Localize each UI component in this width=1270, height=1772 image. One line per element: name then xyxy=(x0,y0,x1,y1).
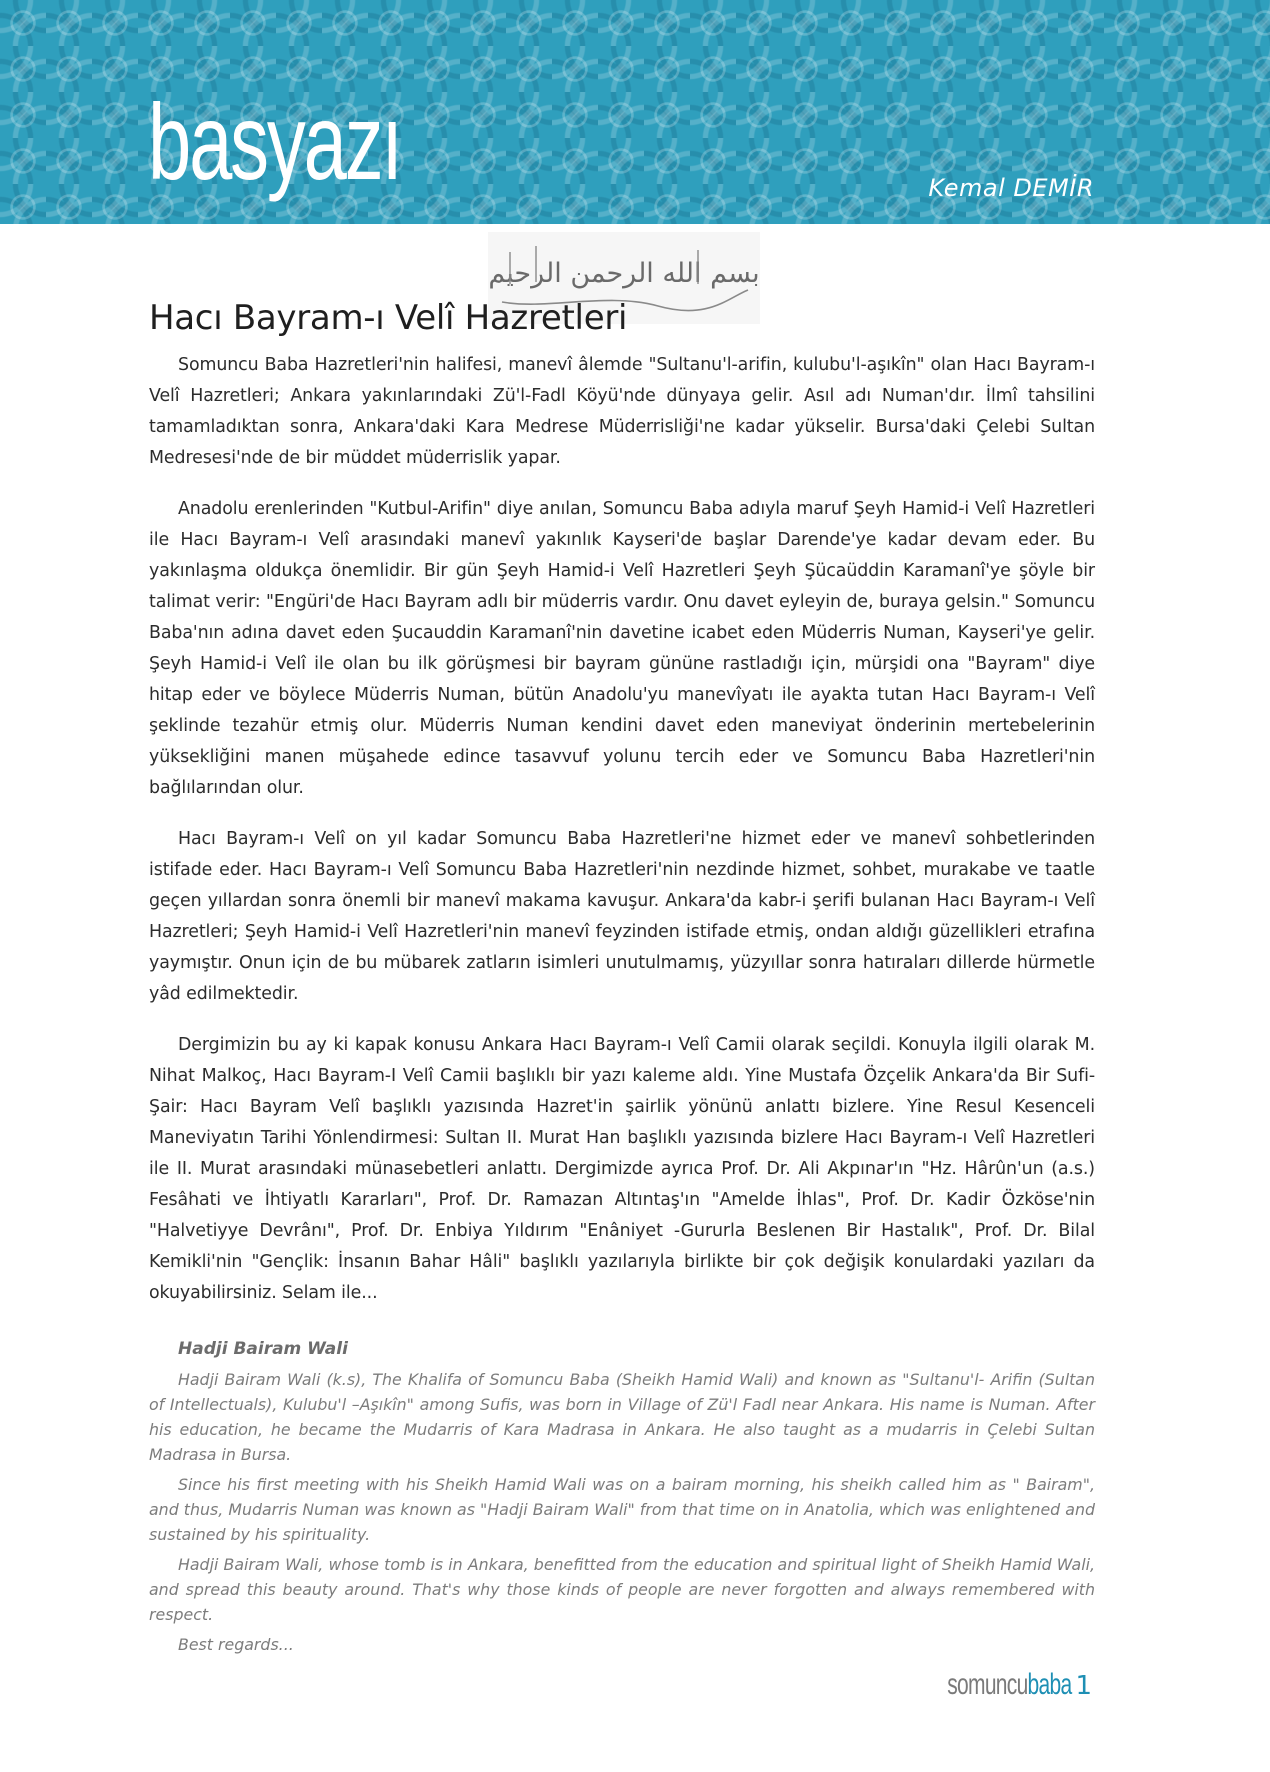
article-title: Hacı Bayram-ı Velî Hazretleri xyxy=(149,298,628,338)
magazine-name-part2: baba xyxy=(1027,1668,1072,1701)
basmala-text: بسم الله الرحمن الرحيم xyxy=(488,258,760,289)
article-paragraph: Hacı Bayram-ı Velî on yıl kadar Somuncu Baba Hazretleri'ne hizmet eder ve manevî sohbetlerinden istifade eder. Hacı Bayram-ı Velî Somuncu Baba Hazretleri'nin nezdinde hizmet, sohbet, murakabe ve taatle geçen yıllardan sonra önemli bir manevî makama kavuşur. Ankara'da kabr-i şerifi bulanan Hacı Bayram-ı Velî Hazretleri; Şeyh Hamid-i Velî Hazretleri'nin manevî feyzinden istifade etmiş, ondan aldığı güzellikleri etrafına yaymıştır. Onun için de bu mübarek zatların isimleri unutulmamış, yüzyıllar sonra hatıraları dillerde hürmetle yâd edilmektedir. xyxy=(149,829,1095,1004)
english-paragraph: Hadji Bairam Wali, whose tomb is in Ankara, benefitted from the education and spiritual light of Sheikh Hamid Wali, and spread this beauty around. That's why those kinds of people are never forgotten and always remembered with respect. xyxy=(149,1555,1095,1624)
english-title: Hadji Bairam Wali xyxy=(178,1339,348,1359)
english-summary xyxy=(149,1339,1095,1657)
article-paragraph: Anadolu erenlerinden "Kutbul-Arifin" diye anılan, Somuncu Baba adıyla maruf Şeyh Hamid-i Velî Hazretleri ile Hacı Bayram-ı Velî arasındaki manevî yakınlık Kayseri'de başlar Darende'ye kadar devam eder. Bu yakınlaşma oldukça önemlidir. Bir gün Şeyh Hamid-i Velî Hazretleri Şeyh Şücaüddin Karamanî'ye şöyle bir talimat verir: "Engüri'de Hacı Bayram adlı bir müderris vardır. Onu davet eyleyin de, buraya gelsin." Somuncu Baba'nın adına davet eden Şucauddin Karamanî'nin davetine icabet eden Müderris Numan, Kayseri'ye gelir. Şeyh Hamid-i Velî ile olan bu ilk görüşmesi bir bayram gününe rastladığı için, mürşidi ona "Bayram" diye hitap eder ve böylece Müderris Numan, bütün Anadolu'yu manevîyatı ile ayakta tutan Hacı Bayram-ı Velî şeklinde tezahür etmiş olur. Müderris Numan kendini davet eden maneviyat önderinin mertebelerinin yüksekliğini manen müşahede edince tasavvuf yolunu tercih eder ve Somuncu Baba Hazretleri'nin bağlılarından olur. xyxy=(149,499,1095,798)
english-paragraph: Hadji Bairam Wali (k.s), The Khalifa of Somuncu Baba (Sheikh Hamid Wali) and known as "Sultanu'l- Arifin (Sultan of Intellectuals), Kulubu'l –Aşıkîn" among Sufis, was born in Village of Zü'l Fadl near Ankara. His name is Numan. After his education, he became the Mudarris of Kara Madrasa in Ankara. He also taught as a mudarris in Çelebi Sultan Madrasa in Bursa. xyxy=(149,1370,1095,1464)
english-paragraph: Since his first meeting with his Sheikh Hamid Wali was on a bairam morning, his sheikh called him as " Bairam", and thus, Mudarris Numan was known as "Hadji Bairam Wali" from that time on in Anatolia, which was enlightened and sustained by his spirituality. xyxy=(149,1475,1095,1544)
author-name: Kemal DEMİR xyxy=(928,174,1094,202)
article-paragraph: Somuncu Baba Hazretleri'nin halifesi, manevî âlemde "Sultanu'l-arifin, kulubu'l-aşıkîn" olan Hacı Bayram-ı Velî Hazretleri; Ankara yakınlarındaki Zü'l-Fadl Köyü'nde dünyaya gelir. Asıl adı Numan'dır. İlmî tahsilini tamamladıktan sonra, Ankara'daki Kara Medrese Müderrisliği'ne kadar yükselir. Bursa'daki Çelebi Sultan Medresesi'nde de bir müddet müderrislik yapar. xyxy=(149,355,1095,468)
page-footer xyxy=(894,1668,1092,1702)
article-paragraph: Dergimizin bu ay ki kapak konusu Ankara Hacı Bayram-ı Velî Camii olarak seçildi. Konuyla ilgili olarak M. Nihat Malkoç, Hacı Bayram-I Velî Camii başlıklı bir yazı kaleme aldı. Yine Mustafa Özçelik Ankara'da Bir Sufi-Şair: Hacı Bayram Velî başlıklı yazısında Hazret'in şairlik yönünü anlattı bizlere. Yine Resul Kesenceli Maneviyatın Tarihi Yönlendirmesi: Sultan II. Murat Han başlıklı yazısında bizlere Hacı Bayram-ı Velî Hazretleri ile II. Murat arasındaki münasebetleri anlattı. Dergimizde ayrıca Prof. Dr. Ali Akpınar'ın "Hz. Hârûn'un (a.s.) Fesâhati ve İhtiyatlı Kararları", Prof. Dr. Ramazan Altıntaş'ın "Amelde İhlas", Prof. Dr. Kadir Özköse'nin "Halvetiyye Devrânı", Prof. Dr. Enbiya Yıldırım "Enâniyet -Gururla Beslenen Bir Hastalık", Prof. Dr. Bilal Kemikli'nin "Gençlik: İnsanın Bahar Hâli" başlıklı yazılarıyla birlikte bir çok değişik konulardaki yazıları da okuyabilirsiniz. Selam ile... xyxy=(149,1035,1095,1303)
magazine-name-part1: somuncu xyxy=(947,1668,1028,1701)
section-title: basyazı xyxy=(148,81,401,202)
article-content xyxy=(149,298,1095,1662)
header-banner xyxy=(0,0,1270,224)
magazine-logo xyxy=(947,1668,1071,1702)
english-closing: Best regards... xyxy=(178,1635,294,1654)
page-number: 1 xyxy=(1075,1671,1092,1701)
